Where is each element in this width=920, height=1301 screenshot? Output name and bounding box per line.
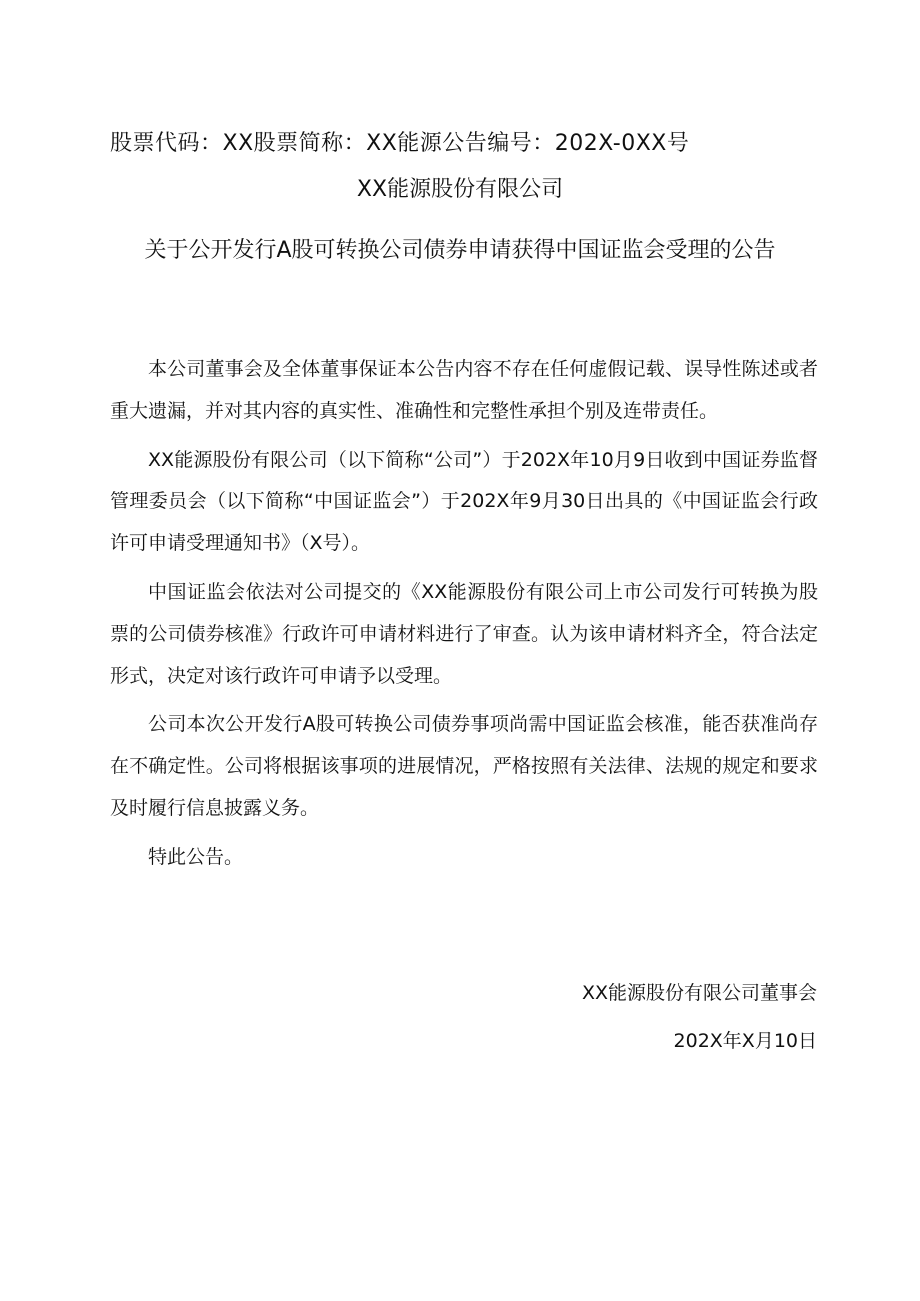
company-name: XX能源股份有限公司 xyxy=(356,177,564,202)
stock-info-line: 股票代码：XX股票简称：XX能源公告编号：202X-0XX号 xyxy=(110,131,690,156)
announcement-title: 关于公开发行A股可转换公司债券申请获得中国证监会受理的公告 xyxy=(144,238,776,263)
paragraph-closing-remark: 特此公告。 xyxy=(148,845,244,868)
signatory: XX能源股份有限公司董事会 xyxy=(581,982,817,1004)
paragraph-receipt: XX能源股份有限公司（以下简称“公司”）于202X年10月9日收到中国证券监督管理委员会（以下简称“中国证监会”）于202X年9月30日出具的《中国证监会行政许可申请受理通知书》（X号）。 xyxy=(110,448,818,555)
paragraph-review: 中国证监会依法对公司提交的《XX能源股份有限公司上市公司发行可转换为股票的公司债券核准》行政许可申请材料进行了审查。认为该申请材料齐全，符合法定形式，决定对该行政许可申请予以受理。 xyxy=(110,580,818,687)
signature-block xyxy=(582,980,817,1054)
announcement-body xyxy=(110,349,818,886)
paragraph-disclaimer: 本公司董事会及全体董事保证本公告内容不存在任何虚假记载、误导性陈述或者重大遗漏，并对其内容的真实性、准确性和完整性承担个别及连带责任。 xyxy=(110,358,818,422)
announcement-date: 202X年X月10日 xyxy=(673,1030,817,1052)
paragraph-uncertainty: 公司本次公开发行A股可转换公司债券事项尚需中国证监会核准，能否获准尚存在不确定性。公司将根据该事项的进展情况，严格按照有关法律、法规的规定和要求及时履行信息披露义务。 xyxy=(110,713,818,819)
